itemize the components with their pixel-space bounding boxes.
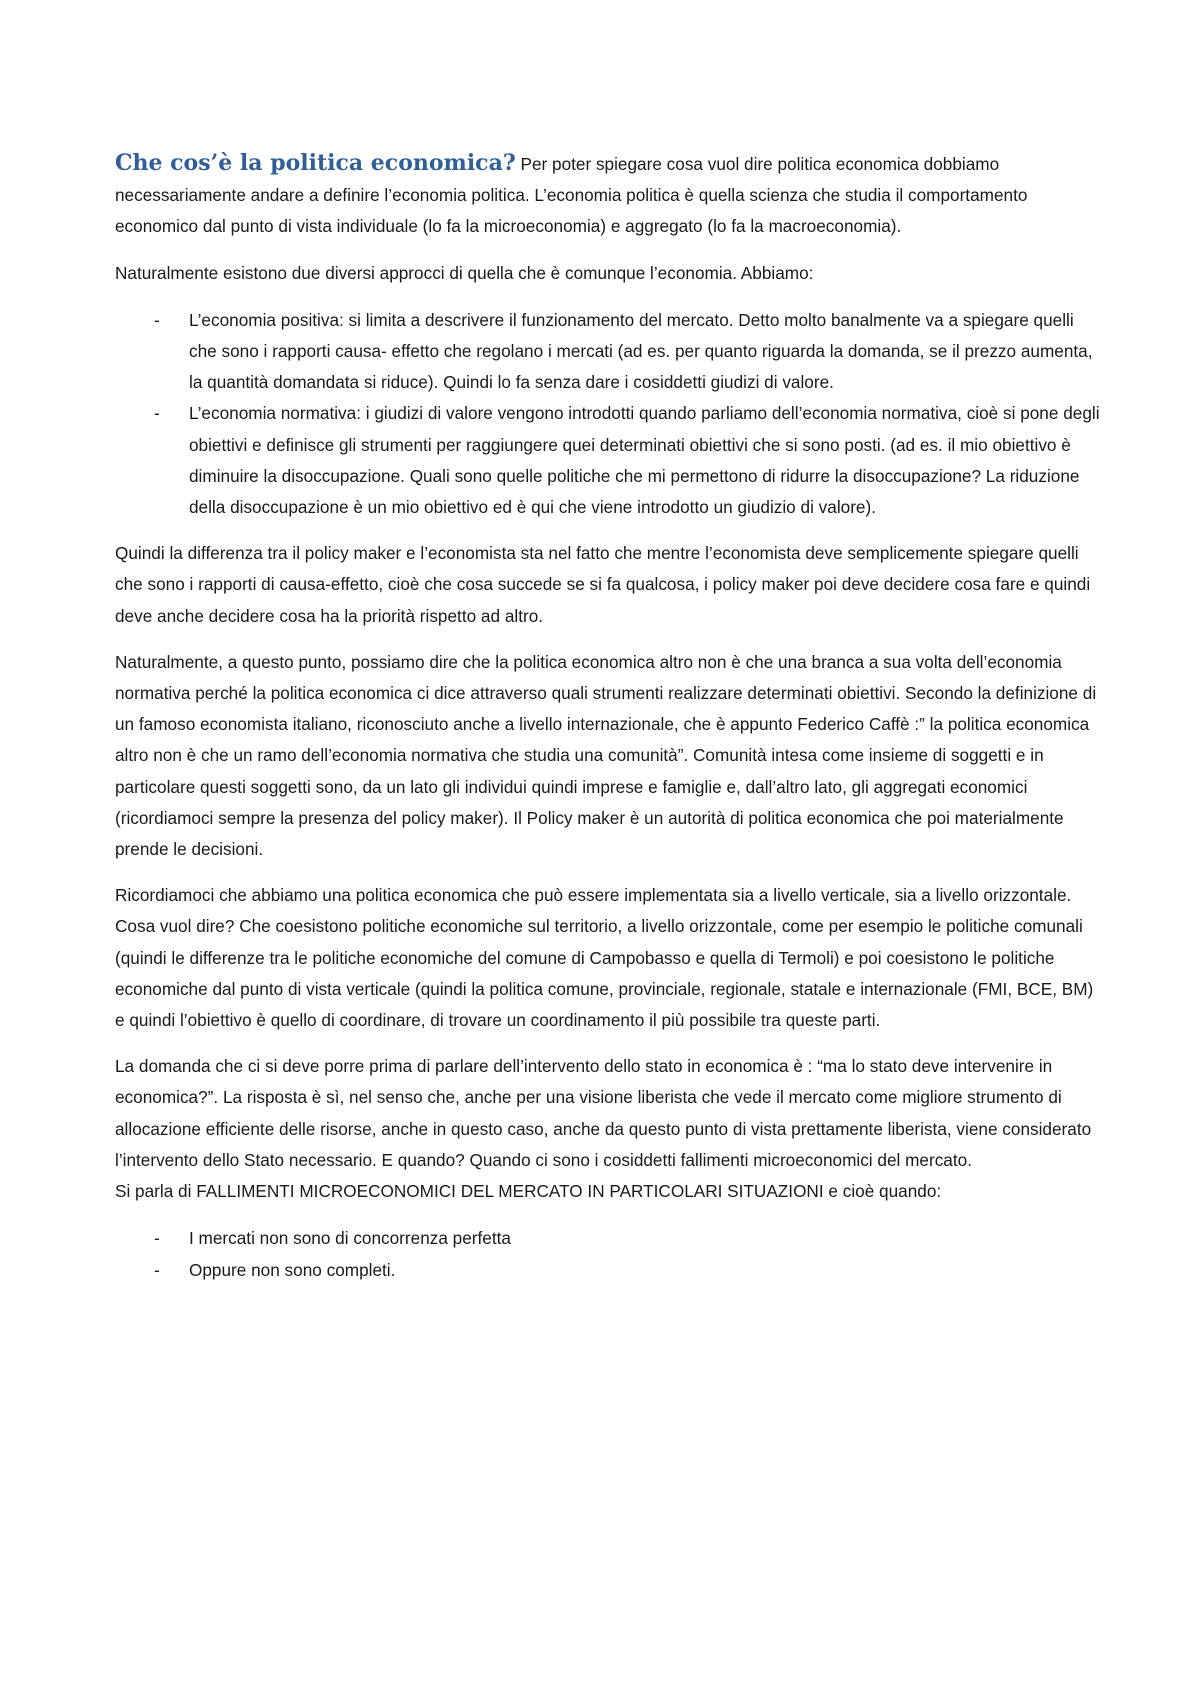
list-item	[115, 1223, 1100, 1254]
list-item-text: Oppure non sono completi.	[189, 1259, 396, 1280]
document-body	[115, 148, 1100, 1301]
list-item-text: L’economia positiva: si limita a descrivere il funzionamento del mercato. Detto molto banalmente va a spiegare quelli che sono i rapporti causa- effetto che regolano i mercati (ad es. per quanto riguarda la domanda, se il prezzo aumenta, la quantità domandata si riduce). Quindi lo fa senza dare i cosiddetti giudizi di valore.	[189, 309, 1093, 393]
naturalmente-paragraph: Naturalmente, a questo punto, possiamo dire che la politica economica altro non è che una branca a sua volta dell’economia normativa perché la politica economica ci dice attraverso quali strumenti realizzare determinati obiettivi. Secondo la definizione di un famoso economista italiano, riconosciuto anche a livello internazionale, che è appunto Federico Caffè :” la politica economica altro non è che un ramo dell’economia normativa che studia una comunità”. Comunità intesa come insieme di soggetti e in particolare questi soggetti sono, da un lato gli individui quindi imprese e famiglie e, dall’altro lato, gli aggregati economici (ricordiamoci sempre la presenza del policy maker). Il Policy maker è un autorità di politica economica che poi materialmente prende le decisioni.	[115, 651, 1097, 860]
list-item	[115, 305, 1100, 399]
fallimenti-list	[115, 1223, 1100, 1285]
list-item-text: L’economia normativa: i giudizi di valore vengono introdotti quando parliamo dell’economia normativa, cioè si pone degli obiettivi e definisce gli strumenti per raggiungere quei determinati obiettivi che si sono posti. (ad es. il mio obiettivo è diminuire la disoccupazione. Quali sono quelle politiche che mi permettono di ridurre la disoccupazione? La riduzione della disoccupazione è un mio obiettivo ed è qui che viene introdotto un giudizio di valore).	[189, 403, 1100, 518]
bullet-dash: -	[154, 1259, 160, 1280]
bullet-dash: -	[154, 403, 160, 424]
approcci-list	[115, 305, 1100, 523]
ricordiamoci-paragraph: Ricordiamoci che abbiamo una politica economica che può essere implementata sia a livello verticale, sia a livello orizzontale. Cosa vuol dire? Che coesistono politiche economiche sul territorio, a livello orizzontale, come per esempio le politiche comunali (quindi le differenze tra le politiche economiche del comune di Campobasso e quella di Termoli) e poi coesistono le politiche economiche dal punto di vista verticale (quindi la politica comune, provinciale, regionale, statale e internazionale (FMI, BCE, BM) e quindi l’obiettivo è quello di coordinare, di trovare un coordinamento il più possibile tra queste parti.	[115, 885, 1094, 1031]
approcci-paragraph: Naturalmente esistono due diversi approcci di quella che è comunque l’economia. Abbiamo:	[115, 262, 814, 283]
intro-paragraph	[115, 148, 1100, 243]
list-item-text: I mercati non sono di concorrenza perfetta	[189, 1228, 511, 1249]
bullet-dash: -	[154, 1228, 160, 1249]
differenza-paragraph: Quindi la differenza tra il policy maker e l’economista sta nel fatto che mentre l’economista deve semplicemente spiegare quelli che sono i rapporti di causa-effetto, cioè che cosa succede se si fa qualcosa, i policy maker poi deve decidere cosa fare e quindi deve anche decidere cosa ha la priorità rispetto ad altro.	[115, 543, 1091, 626]
list-item	[115, 398, 1100, 523]
list-item	[115, 1255, 1100, 1286]
intro-text: Per poter spiegare cosa vuol dire politica economica dobbiamo necessariamente andare a definire l’economia politica. L’economia politica è quella scienza che studia il comportamento economico dal punto di vista individuale (lo fa la microeconomia) e aggregato (lo fa la macroeconomia).	[115, 154, 1028, 237]
fallimenti-paragraph: Si parla di FALLIMENTI MICROECONOMICI DEL MERCATO IN PARTICOLARI SITUAZIONI e cioè quando:	[115, 1181, 942, 1202]
section-heading: Che cos’è la politica economica?	[115, 150, 516, 176]
bullet-dash: -	[154, 309, 160, 330]
domanda-paragraph: La domanda che ci si deve porre prima di parlare dell’intervento dello stato in economica è : “ma lo stato deve intervenire in economica?”. La risposta è sì, nel senso che, anche per una visione liberista che vede il mercato come migliore strumento di allocazione efficiente delle risorse, anche in questo caso, anche da questo punto di vista prettamente liberista, viene considerato l’intervento dello Stato necessario. E quando? Quando ci sono i cosiddetti fallimenti microeconomici del mercato.	[115, 1056, 1092, 1170]
